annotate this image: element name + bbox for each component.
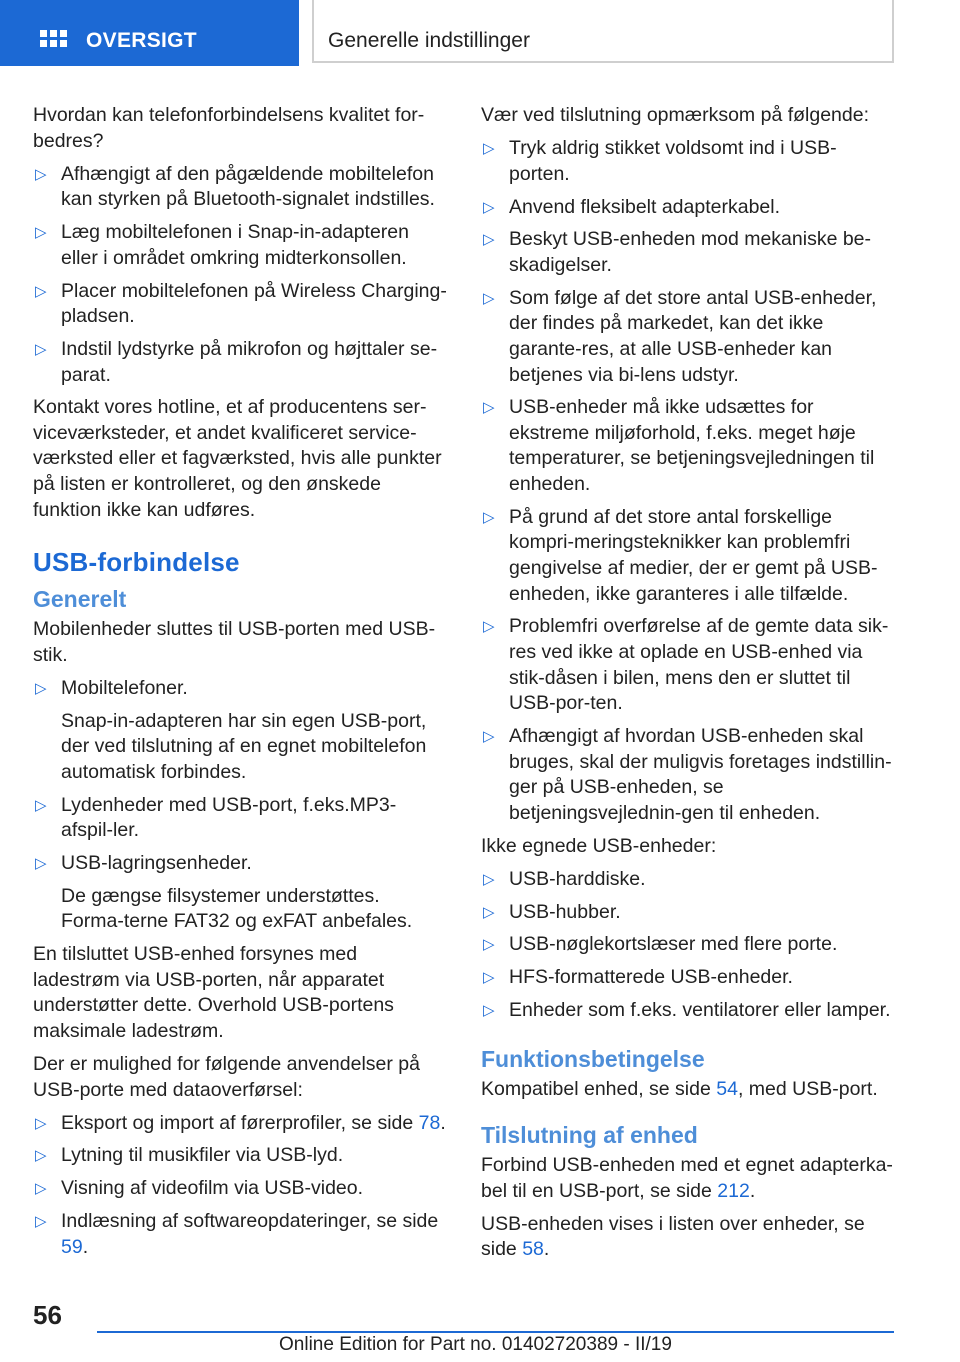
- section-title: Generelle indstillinger: [328, 29, 530, 52]
- bullet-list: [481, 867, 897, 1024]
- page-number: 56: [33, 1300, 62, 1330]
- bullet-list: [33, 1111, 447, 1261]
- bullet-list: [33, 676, 447, 935]
- footer-divider: [97, 1331, 894, 1333]
- paragraph: En tilsluttet USB-enhed forsynes med ladestrøm via USB-porten, når apparatet understøtter dette. Overhold USB-portens maksimale ladestrøm.: [33, 942, 394, 1042]
- list-item: ▷ USB-enheder må ikke udsættes for ekstreme miljøforhold, f.eks. meget høje temperaturer, se betjeningsvejledningen til enheden.: [483, 396, 875, 496]
- list-item: ▷ Anvend fleksibelt adapterkabel.: [481, 195, 897, 221]
- list-item: ▷ USB-harddiske.: [481, 867, 897, 893]
- paragraph: Vær ved tilslutning opmærksom på følgende:: [481, 104, 870, 126]
- subsection-heading: Tilslutning af enhed: [481, 1122, 698, 1149]
- triangle-bullet-icon: ▷: [35, 796, 47, 814]
- bullet-list: [481, 136, 897, 826]
- subsection-heading: Generelt: [33, 586, 127, 613]
- bullet-list: [33, 162, 447, 388]
- list-item: ▷ Som følge af det store antal USB-enheder, der findes på markedet, kan det ikke garante-res, at alle USB-enheder kan betjenes via bi-lens udstyr.: [483, 286, 877, 386]
- overview-tab[interactable]: [0, 0, 299, 66]
- list-item: ▷ Afhængigt af den pågældende mobiltelefon kan styrken på Bluetooth-signalet indstilles.: [35, 162, 435, 211]
- top-bar: [0, 0, 960, 66]
- page-link[interactable]: 58: [522, 1238, 544, 1261]
- triangle-bullet-icon: ▷: [483, 936, 495, 954]
- triangle-bullet-icon: ▷: [35, 1213, 47, 1231]
- triangle-bullet-icon: ▷: [483, 618, 495, 636]
- triangle-bullet-icon: ▷: [483, 1001, 495, 1019]
- overview-tab-label: OVERSIGT: [86, 29, 197, 52]
- paragraph: Hvordan kan telefonforbindelsens kvalitet for-bedres?: [33, 104, 425, 152]
- page-link[interactable]: 54: [716, 1078, 738, 1101]
- paragraph: Mobilenheder sluttes til USB-porten med USB-stik.: [33, 618, 436, 666]
- paragraph: Kontakt vores hotline, et af producentens ser-viceværksteder, et andet kvalificeret service-værksted eller et fagværksted, hvis alle punkter på listen er kontrolleret, og den ønskede funktion ikke kan udføres.: [33, 396, 442, 521]
- triangle-bullet-icon: ▷: [483, 969, 495, 987]
- list-item: ▷ USB-nøglekortslæser med flere porte.: [481, 932, 897, 958]
- triangle-bullet-icon: ▷: [483, 140, 495, 158]
- page-link[interactable]: 78: [418, 1111, 441, 1134]
- paragraph: Kompatibel enhed, se side 54, med USB-port.: [481, 1078, 878, 1101]
- page-link[interactable]: 212: [717, 1179, 750, 1202]
- list-item: ▷ HFS-formatterede USB-enheder.: [481, 965, 897, 991]
- triangle-bullet-icon: ▷: [483, 903, 495, 921]
- triangle-bullet-icon: ▷: [35, 224, 47, 242]
- list-item: ▷ Tryk aldrig stikket voldsomt ind i USB-porten.: [483, 137, 837, 185]
- triangle-bullet-icon: ▷: [35, 854, 47, 872]
- list-item: ▷ Beskyt USB-enheden mod mekaniske be-skadigelser.: [483, 228, 872, 276]
- triangle-bullet-icon: ▷: [483, 870, 495, 888]
- section-heading: USB-forbindelse: [33, 547, 240, 578]
- triangle-bullet-icon: ▷: [35, 680, 47, 698]
- paragraph: USB-enheden vises i listen over enheder, se side 58.: [481, 1212, 865, 1261]
- right-column: [481, 103, 897, 1271]
- list-item: ▷ Indlæsning af softwareopdateringer, se side 59.: [35, 1210, 439, 1258]
- triangle-bullet-icon: ▷: [483, 231, 495, 249]
- list-item: ▷ Læg mobiltelefonen i Snap-in-adapteren eller i området omkring midterkonsollen.: [35, 221, 409, 269]
- list-item: ▷ Lydenheder med USB-port, f.eks.MP3-afspil-ler.: [35, 793, 397, 842]
- triangle-bullet-icon: ▷: [35, 1180, 47, 1198]
- triangle-bullet-icon: ▷: [35, 1147, 47, 1165]
- list-item: ▷ Indstil lydstyrke på mikrofon og højttaler se-parat.: [35, 337, 438, 386]
- list-item: ▷ Problemfri overførelse af de gemte data sik-res ved ikke at oplade en USB-enhed via stik-dåsen i bilen, mens den er sluttet til USB-por-ten.: [483, 615, 889, 715]
- list-item: ▷ Mobiltelefoner. Snap-in-adapteren har sin egen USB-port, der ved tilslutning af en egnet mobiltelefon automatisk forbindes.: [35, 677, 427, 783]
- paragraph: Forbind USB-enheden med et egnet adapterka-bel til en USB-port, se side 212.: [481, 1154, 893, 1202]
- list-item: ▷ Visning af videofilm via USB-video.: [33, 1176, 447, 1202]
- grid-menu-icon: [40, 30, 68, 54]
- list-item: ▷ USB-hubber.: [481, 900, 897, 926]
- triangle-bullet-icon: ▷: [483, 198, 495, 216]
- left-column: [33, 103, 447, 1267]
- triangle-bullet-icon: ▷: [483, 399, 495, 417]
- triangle-bullet-icon: ▷: [35, 165, 47, 183]
- list-item: ▷ USB-lagringsenheder. De gængse filsystemer understøttes. Forma-terne FAT32 og exFAT anbefales.: [35, 851, 413, 933]
- section-tab: [312, 0, 894, 63]
- list-item: ▷ Eksport og import af førerprofiler, se side 78.: [33, 1111, 447, 1137]
- list-item: ▷ På grund af det store antal forskellige kompri-meringsteknikker kan problemfri gengivelse af medier, der er gemt på USB-enheden, ikke garanteres i alle tilfælde.: [483, 505, 878, 605]
- triangle-bullet-icon: ▷: [483, 508, 495, 526]
- footer-edition: Online Edition for Part no. 01402720389 - II/19: [279, 1334, 672, 1355]
- paragraph: Der er mulighed for følgende anvendelser på USB-porte med dataoverførsel:: [33, 1052, 420, 1101]
- triangle-bullet-icon: ▷: [35, 1114, 47, 1132]
- triangle-bullet-icon: ▷: [35, 340, 47, 358]
- list-item: ▷ Placer mobiltelefonen på Wireless Charging-pladsen.: [35, 279, 447, 328]
- triangle-bullet-icon: ▷: [35, 282, 47, 300]
- list-item: ▷ Lytning til musikfiler via USB-lyd.: [33, 1143, 447, 1169]
- paragraph: Ikke egnede USB-enheder:: [481, 834, 717, 857]
- triangle-bullet-icon: ▷: [483, 289, 495, 307]
- subsection-heading: Funktionsbetingelse: [481, 1046, 705, 1073]
- list-item: ▷ Afhængigt af hvordan USB-enheden skal bruges, skal der muligvis foretages indstillin-ger på USB-enheden, se betjeningsvejlednin-gen til enheden.: [483, 724, 892, 824]
- triangle-bullet-icon: ▷: [483, 727, 495, 745]
- page-link[interactable]: 59: [61, 1235, 83, 1258]
- list-item: ▷ Enheder som f.eks. ventilatorer eller lamper.: [481, 998, 897, 1024]
